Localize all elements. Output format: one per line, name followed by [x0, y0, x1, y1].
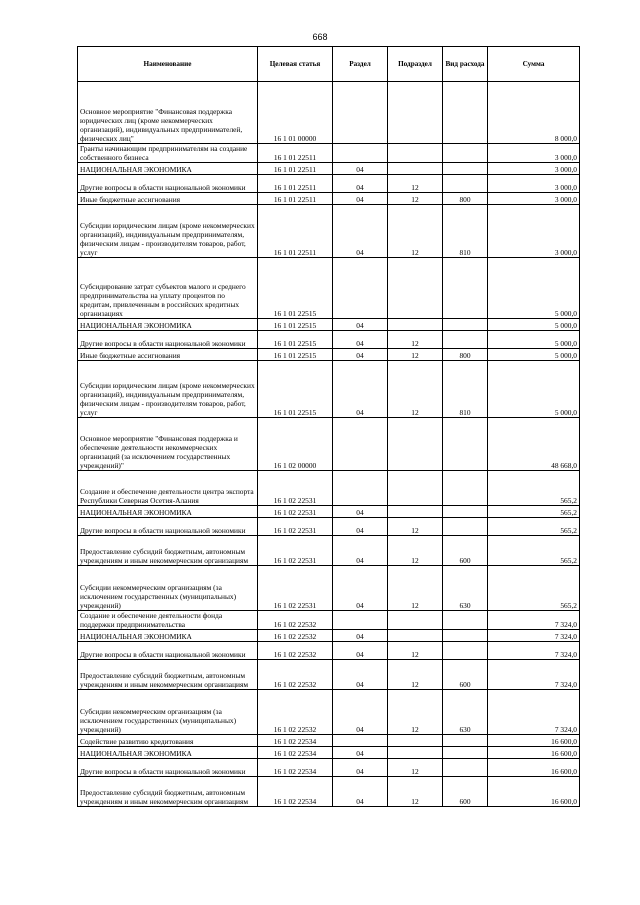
- cell-section: 04: [333, 205, 388, 258]
- cell-section: 04: [333, 163, 388, 175]
- cell-code: 16 1 02 22531: [258, 471, 333, 506]
- cell-subsection: 12: [388, 566, 443, 611]
- cell-type: 800: [443, 193, 488, 205]
- table-row: [78, 471, 580, 506]
- cell-type: [443, 471, 488, 506]
- cell-name: Субсидии некоммерческим организациям (за исключением государственных (муниципальных) учреждений): [78, 566, 258, 611]
- cell-name: НАЦИОНАЛЬНАЯ ЭКОНОМИКА: [78, 506, 258, 518]
- cell-type: 600: [443, 777, 488, 807]
- cell-name: НАЦИОНАЛЬНАЯ ЭКОНОМИКА: [78, 319, 258, 331]
- cell-name: НАЦИОНАЛЬНАЯ ЭКОНОМИКА: [78, 163, 258, 175]
- cell-subsection: 12: [388, 536, 443, 566]
- cell-sum: 5 000,0: [488, 258, 580, 319]
- cell-code: 16 1 02 22532: [258, 642, 333, 660]
- cell-section: [333, 144, 388, 163]
- table-row: [78, 193, 580, 205]
- cell-type: [443, 735, 488, 747]
- cell-section: 04: [333, 349, 388, 361]
- cell-subsection: 12: [388, 518, 443, 536]
- cell-code: 16 1 02 22531: [258, 518, 333, 536]
- header-sum: Сумма: [488, 47, 580, 82]
- cell-name: Другие вопросы в области национальной экономики: [78, 175, 258, 193]
- cell-type: 630: [443, 690, 488, 735]
- cell-type: [443, 630, 488, 642]
- cell-type: [443, 175, 488, 193]
- page-number: 668: [312, 32, 328, 42]
- cell-name: Предоставление субсидий бюджетным, автономным учреждениям и иным некоммерческим организациям: [78, 660, 258, 690]
- cell-subsection: [388, 611, 443, 630]
- cell-section: 04: [333, 777, 388, 807]
- cell-sum: 7 324,0: [488, 660, 580, 690]
- header-section: Раздел: [333, 47, 388, 82]
- table-row: [78, 258, 580, 319]
- cell-section: 04: [333, 331, 388, 349]
- cell-type: [443, 518, 488, 536]
- cell-name: Субсидии некоммерческим организациям (за исключением государственных (муниципальных) учреждений): [78, 690, 258, 735]
- table-row: [78, 747, 580, 759]
- cell-name: Иные бюджетные ассигнования: [78, 349, 258, 361]
- cell-sum: 5 000,0: [488, 361, 580, 418]
- cell-sum: 7 324,0: [488, 642, 580, 660]
- cell-sum: 565,2: [488, 518, 580, 536]
- cell-subsection: 12: [388, 660, 443, 690]
- cell-sum: 5 000,0: [488, 349, 580, 361]
- cell-code: 16 1 01 22511: [258, 193, 333, 205]
- cell-subsection: 12: [388, 331, 443, 349]
- cell-type: 800: [443, 349, 488, 361]
- cell-section: 04: [333, 759, 388, 777]
- table-row: [78, 506, 580, 518]
- cell-name: Другие вопросы в области национальной экономики: [78, 331, 258, 349]
- table-row: [78, 144, 580, 163]
- cell-code: 16 1 01 22515: [258, 331, 333, 349]
- cell-subsection: 12: [388, 690, 443, 735]
- cell-subsection: 12: [388, 205, 443, 258]
- cell-type: 810: [443, 361, 488, 418]
- cell-type: [443, 82, 488, 144]
- cell-section: [333, 82, 388, 144]
- table-row: [78, 660, 580, 690]
- cell-name: Другие вопросы в области национальной экономики: [78, 759, 258, 777]
- cell-type: [443, 747, 488, 759]
- cell-sum: 3 000,0: [488, 144, 580, 163]
- table-row: [78, 163, 580, 175]
- cell-name: Гранты начинающим предпринимателям на создание собственного бизнеса: [78, 144, 258, 163]
- cell-sum: 3 000,0: [488, 163, 580, 175]
- cell-subsection: [388, 319, 443, 331]
- cell-subsection: [388, 747, 443, 759]
- cell-code: 16 1 02 22531: [258, 536, 333, 566]
- cell-code: 16 1 02 22531: [258, 566, 333, 611]
- cell-section: 04: [333, 690, 388, 735]
- cell-section: 04: [333, 660, 388, 690]
- table-row: [78, 205, 580, 258]
- cell-subsection: 12: [388, 361, 443, 418]
- cell-sum: 16 600,0: [488, 747, 580, 759]
- cell-sum: 5 000,0: [488, 319, 580, 331]
- cell-section: 04: [333, 506, 388, 518]
- header-type: Вид расхода: [443, 47, 488, 82]
- cell-type: [443, 418, 488, 471]
- cell-type: 600: [443, 660, 488, 690]
- table-row: [78, 566, 580, 611]
- cell-sum: 16 600,0: [488, 759, 580, 777]
- cell-code: 16 1 02 22534: [258, 735, 333, 747]
- cell-type: [443, 319, 488, 331]
- table-row: [78, 349, 580, 361]
- cell-name: Субсидии юридическим лицам (кроме некоммерческих организаций), индивидуальным предпринимателям, физическим лицам - производителям товаров, работ, услуг: [78, 361, 258, 418]
- cell-name: Субсидии юридическим лицам (кроме некоммерческих организаций), индивидуальным предпринимателям, физическим лицам - производителям товаров, работ, услуг: [78, 205, 258, 258]
- cell-code: 16 1 01 22515: [258, 349, 333, 361]
- table-row: [78, 536, 580, 566]
- cell-code: 16 1 02 22532: [258, 660, 333, 690]
- cell-type: [443, 506, 488, 518]
- cell-sum: 3 000,0: [488, 193, 580, 205]
- cell-sum: 16 600,0: [488, 777, 580, 807]
- cell-type: [443, 163, 488, 175]
- table-row: [78, 518, 580, 536]
- cell-section: 04: [333, 175, 388, 193]
- cell-section: 04: [333, 193, 388, 205]
- table-row: [78, 82, 580, 144]
- cell-section: 04: [333, 536, 388, 566]
- cell-section: [333, 258, 388, 319]
- cell-name: Субсидирование затрат субъектов малого и среднего предпринимательства на уплату процентов по кредитам, привлеченным в российских кредитных организациях: [78, 258, 258, 319]
- cell-name: НАЦИОНАЛЬНАЯ ЭКОНОМИКА: [78, 630, 258, 642]
- cell-sum: 565,2: [488, 506, 580, 518]
- cell-subsection: 12: [388, 759, 443, 777]
- cell-section: [333, 611, 388, 630]
- table-row: [78, 331, 580, 349]
- cell-code: 16 1 02 22534: [258, 759, 333, 777]
- cell-name: Иные бюджетные ассигнования: [78, 193, 258, 205]
- cell-code: 16 1 01 22511: [258, 144, 333, 163]
- table-row: [78, 175, 580, 193]
- cell-type: [443, 258, 488, 319]
- cell-name: Другие вопросы в области национальной экономики: [78, 518, 258, 536]
- cell-subsection: [388, 144, 443, 163]
- table-row: [78, 759, 580, 777]
- cell-sum: 3 000,0: [488, 205, 580, 258]
- table-row: [78, 642, 580, 660]
- cell-section: 04: [333, 518, 388, 536]
- cell-section: 04: [333, 361, 388, 418]
- cell-sum: 7 324,0: [488, 690, 580, 735]
- cell-type: 810: [443, 205, 488, 258]
- cell-code: 16 1 01 22515: [258, 361, 333, 418]
- table-row: [78, 611, 580, 630]
- cell-code: 16 1 01 22515: [258, 258, 333, 319]
- cell-name: Основное мероприятие "Финансовая поддержка и обеспечение деятельности некоммерческих организаций (за исключением государственных учреждений)": [78, 418, 258, 471]
- table-row: [78, 735, 580, 747]
- cell-sum: 5 000,0: [488, 331, 580, 349]
- cell-subsection: [388, 163, 443, 175]
- cell-code: 16 1 01 00000: [258, 82, 333, 144]
- table-row: [78, 418, 580, 471]
- cell-section: 04: [333, 566, 388, 611]
- cell-code: 16 1 01 22511: [258, 163, 333, 175]
- cell-section: 04: [333, 747, 388, 759]
- cell-section: 04: [333, 319, 388, 331]
- cell-sum: 3 000,0: [488, 175, 580, 193]
- cell-type: 600: [443, 536, 488, 566]
- cell-subsection: 12: [388, 642, 443, 660]
- table-row: [78, 777, 580, 807]
- cell-name: Содействие развитию кредитования: [78, 735, 258, 747]
- cell-type: [443, 331, 488, 349]
- cell-section: 04: [333, 642, 388, 660]
- cell-sum: 8 000,0: [488, 82, 580, 144]
- cell-subsection: 12: [388, 349, 443, 361]
- cell-subsection: [388, 258, 443, 319]
- cell-subsection: [388, 506, 443, 518]
- cell-subsection: [388, 630, 443, 642]
- cell-subsection: 12: [388, 175, 443, 193]
- table-row: [78, 630, 580, 642]
- table-row: [78, 319, 580, 331]
- cell-sum: 48 668,0: [488, 418, 580, 471]
- cell-subsection: [388, 735, 443, 747]
- cell-section: [333, 471, 388, 506]
- cell-type: [443, 759, 488, 777]
- cell-code: 16 1 02 22534: [258, 777, 333, 807]
- cell-subsection: [388, 82, 443, 144]
- cell-type: 630: [443, 566, 488, 611]
- cell-section: [333, 735, 388, 747]
- cell-section: [333, 418, 388, 471]
- header-subsection: Подраздел: [388, 47, 443, 82]
- cell-code: 16 1 02 22531: [258, 506, 333, 518]
- cell-code: 16 1 01 22511: [258, 205, 333, 258]
- header-row: [78, 47, 580, 82]
- cell-sum: 565,2: [488, 536, 580, 566]
- cell-code: 16 1 01 22511: [258, 175, 333, 193]
- cell-sum: 16 600,0: [488, 735, 580, 747]
- cell-code: 16 1 02 00000: [258, 418, 333, 471]
- table-row: [78, 690, 580, 735]
- cell-code: 16 1 02 22532: [258, 611, 333, 630]
- cell-subsection: [388, 471, 443, 506]
- cell-name: Другие вопросы в области национальной экономики: [78, 642, 258, 660]
- cell-type: [443, 642, 488, 660]
- cell-subsection: 12: [388, 193, 443, 205]
- cell-sum: 7 324,0: [488, 611, 580, 630]
- cell-type: [443, 611, 488, 630]
- cell-name: Предоставление субсидий бюджетным, автономным учреждениям и иным некоммерческим организациям: [78, 777, 258, 807]
- cell-section: 04: [333, 630, 388, 642]
- cell-sum: 565,2: [488, 566, 580, 611]
- cell-code: 16 1 02 22532: [258, 630, 333, 642]
- cell-code: 16 1 02 22532: [258, 690, 333, 735]
- cell-name: НАЦИОНАЛЬНАЯ ЭКОНОМИКА: [78, 747, 258, 759]
- cell-subsection: 12: [388, 777, 443, 807]
- budget-table: [77, 46, 580, 807]
- cell-sum: 7 324,0: [488, 630, 580, 642]
- cell-name: Создание и обеспечение деятельности центра экспорта Республики Северная Осетия-Алания: [78, 471, 258, 506]
- cell-name: Предоставление субсидий бюджетным, автономным учреждениям и иным некоммерческим организациям: [78, 536, 258, 566]
- cell-name: Основное мероприятие "Финансовая поддержка юридических лиц (кроме некоммерческих организаций), индивидуальных предпринимателей, физических лиц": [78, 82, 258, 144]
- table-row: [78, 361, 580, 418]
- header-code: Целевая статья: [258, 47, 333, 82]
- cell-code: 16 1 02 22534: [258, 747, 333, 759]
- header-name: Наименование: [78, 47, 258, 82]
- cell-name: Создание и обеспечение деятельности фонда поддержки предпринимательства: [78, 611, 258, 630]
- cell-type: [443, 144, 488, 163]
- cell-code: 16 1 01 22515: [258, 319, 333, 331]
- cell-sum: 565,2: [488, 471, 580, 506]
- cell-subsection: [388, 418, 443, 471]
